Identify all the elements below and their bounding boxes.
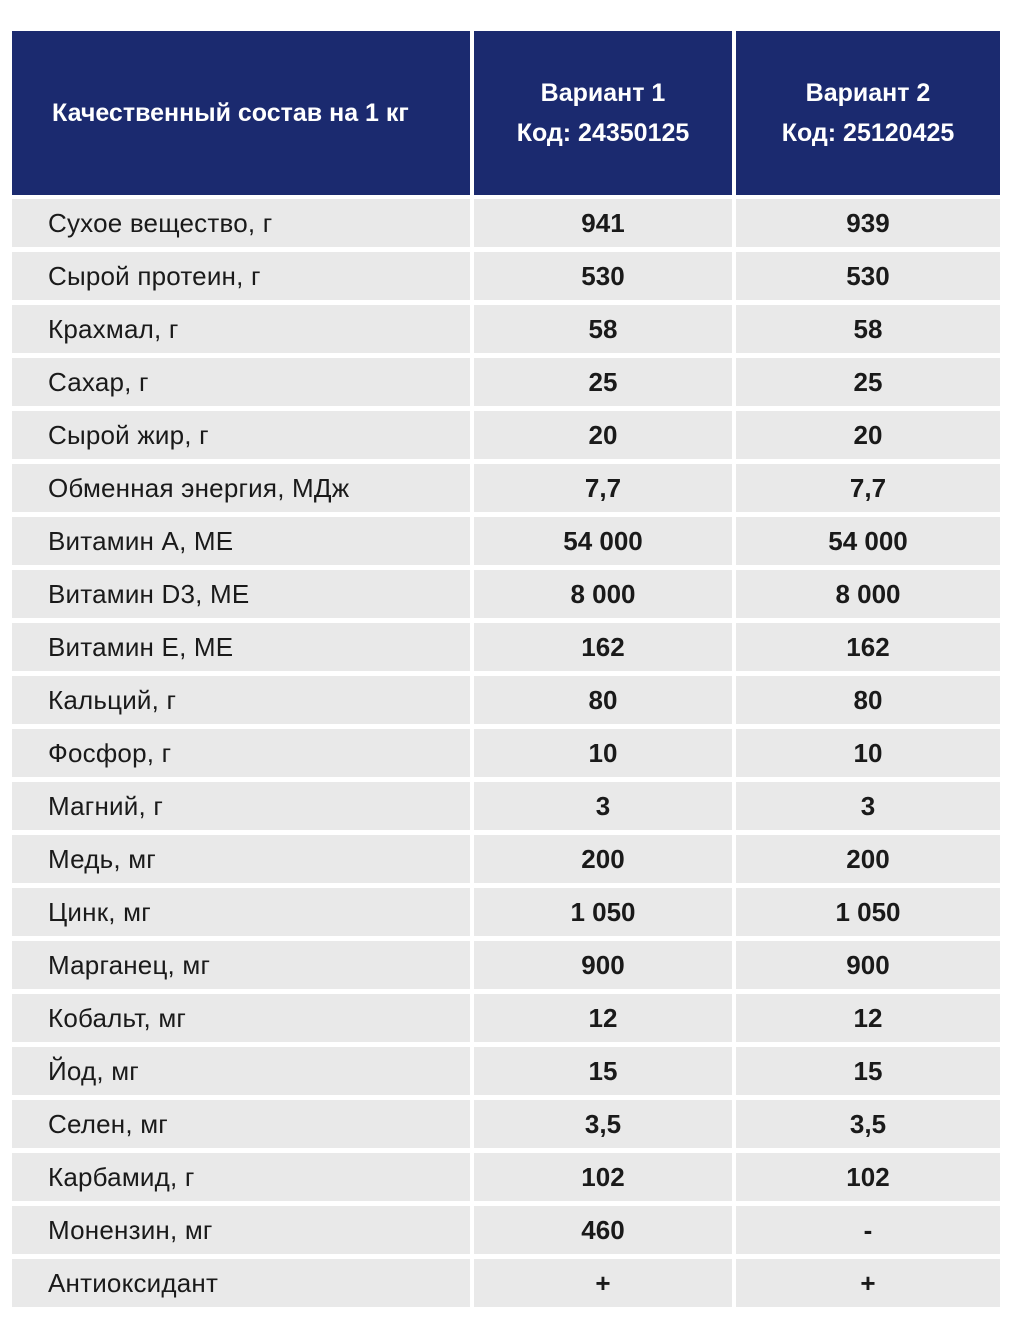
variant-2-value: - [736, 1201, 1000, 1254]
variant-2-value: 3 [736, 777, 1000, 830]
variant-2-value: 10 [736, 724, 1000, 777]
table-row [12, 512, 1000, 565]
header-composition-label [12, 31, 474, 195]
variant-2-value: 900 [736, 936, 1000, 989]
table-row [12, 777, 1000, 830]
table-row [12, 724, 1000, 777]
table-row [12, 883, 1000, 936]
row-label: Медь, мг [12, 830, 474, 883]
variant-2-value: 939 [736, 195, 1000, 247]
table-row [12, 406, 1000, 459]
row-label: Кобальт, мг [12, 989, 474, 1042]
variant-1-value: 7,7 [474, 459, 736, 512]
row-label: Крахмал, г [12, 300, 474, 353]
variant-1-value: 10 [474, 724, 736, 777]
variant-2-value: 12 [736, 989, 1000, 1042]
variant-1-value: 3,5 [474, 1095, 736, 1148]
variant-2-value: 3,5 [736, 1095, 1000, 1148]
row-label: Витамин А, МЕ [12, 512, 474, 565]
table-row [12, 936, 1000, 989]
row-label: Сырой жир, г [12, 406, 474, 459]
row-label: Карбамид, г [12, 1148, 474, 1201]
variant-2-value: 58 [736, 300, 1000, 353]
variant-2-value: 162 [736, 618, 1000, 671]
row-label: Витамин D3, МЕ [12, 565, 474, 618]
row-label: Йод, мг [12, 1042, 474, 1095]
variant-2-value: 20 [736, 406, 1000, 459]
variant-1-value: 530 [474, 247, 736, 300]
variant-1-value: 3 [474, 777, 736, 830]
variant-1-value: 8 000 [474, 565, 736, 618]
table-row [12, 1042, 1000, 1095]
row-label: Кальций, г [12, 671, 474, 724]
row-label: Магний, г [12, 777, 474, 830]
table-row [12, 1201, 1000, 1254]
header-variant-2 [736, 31, 1000, 195]
table-row [12, 565, 1000, 618]
variant-1-code: Код: 24350125 [516, 119, 690, 147]
variant-2-value: 15 [736, 1042, 1000, 1095]
composition-table [12, 31, 1000, 1307]
table-body [12, 195, 1000, 1307]
variant-2-value: + [736, 1254, 1000, 1307]
row-label: Монензин, мг [12, 1201, 474, 1254]
variant-1-value: 58 [474, 300, 736, 353]
header-row [12, 31, 1000, 195]
variant-2-name: Вариант 2 [805, 79, 931, 107]
table-row [12, 671, 1000, 724]
table-row [12, 618, 1000, 671]
table-row [12, 830, 1000, 883]
variant-1-value: 1 050 [474, 883, 736, 936]
variant-2-code: Код: 25120425 [781, 119, 955, 147]
table-row [12, 459, 1000, 512]
header-composition-text: Качественный состав на 1 кг [52, 99, 409, 127]
variant-2-value: 25 [736, 353, 1000, 406]
variant-1-value: 15 [474, 1042, 736, 1095]
variant-2-value: 54 000 [736, 512, 1000, 565]
variant-1-value: 12 [474, 989, 736, 1042]
row-label: Витамин Е, МЕ [12, 618, 474, 671]
row-label: Обменная энергия, МДж [12, 459, 474, 512]
variant-1-value: + [474, 1254, 736, 1307]
row-label: Антиоксидант [12, 1254, 474, 1307]
row-label: Марганец, мг [12, 936, 474, 989]
row-label: Селен, мг [12, 1095, 474, 1148]
variant-2-value: 200 [736, 830, 1000, 883]
table-row [12, 353, 1000, 406]
variant-1-name: Вариант 1 [540, 79, 666, 107]
row-label: Цинк, мг [12, 883, 474, 936]
variant-1-value: 200 [474, 830, 736, 883]
row-label: Сырой протеин, г [12, 247, 474, 300]
table-row [12, 1148, 1000, 1201]
row-label: Сухое вещество, г [12, 195, 474, 247]
row-label: Сахар, г [12, 353, 474, 406]
table-row [12, 247, 1000, 300]
variant-1-value: 25 [474, 353, 736, 406]
variant-2-value: 80 [736, 671, 1000, 724]
variant-2-value: 7,7 [736, 459, 1000, 512]
variant-2-value: 530 [736, 247, 1000, 300]
row-label: Фосфор, г [12, 724, 474, 777]
variant-1-value: 162 [474, 618, 736, 671]
variant-1-value: 941 [474, 195, 736, 247]
variant-2-value: 8 000 [736, 565, 1000, 618]
variant-2-value: 102 [736, 1148, 1000, 1201]
header-variant-1 [474, 31, 736, 195]
variant-1-value: 460 [474, 1201, 736, 1254]
table-row [12, 195, 1000, 247]
variant-1-value: 102 [474, 1148, 736, 1201]
table-row [12, 989, 1000, 1042]
variant-1-value: 20 [474, 406, 736, 459]
table-row [12, 300, 1000, 353]
variant-1-value: 900 [474, 936, 736, 989]
table-row [12, 1095, 1000, 1148]
variant-1-value: 80 [474, 671, 736, 724]
table-row [12, 1254, 1000, 1307]
variant-1-value: 54 000 [474, 512, 736, 565]
variant-2-value: 1 050 [736, 883, 1000, 936]
